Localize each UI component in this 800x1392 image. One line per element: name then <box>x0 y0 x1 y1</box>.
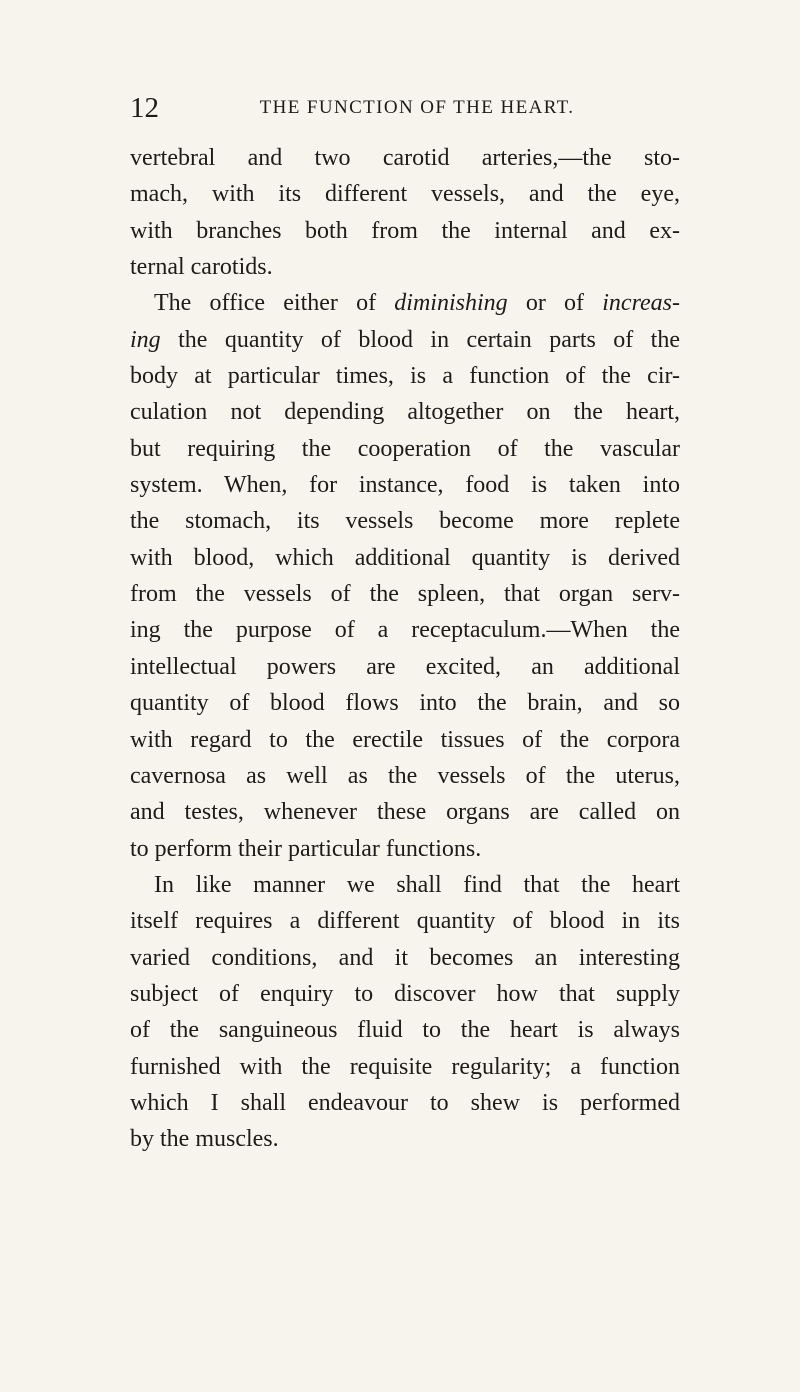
text-line: by the muscles. <box>130 1126 279 1153</box>
text-line: the stomach, its vessels become more replete <box>130 508 680 535</box>
text-line <box>130 285 680 321</box>
text-line: vertebral and two carotid arteries,—the sto- <box>130 145 680 171</box>
text-line: body at particular times, is a function of the cir- <box>130 363 680 390</box>
emphasis-diminishing: diminishing <box>394 290 508 317</box>
text-segment: or of <box>507 290 603 317</box>
text-line: with regard to the erectile tissues of the corpora <box>130 726 680 753</box>
text-segment: The office either of <box>154 290 395 317</box>
page-number: 12 <box>130 92 159 124</box>
text-line: but requiring the cooperation of the vascular <box>130 435 680 462</box>
text-line: culation not depending altogether on the heart, <box>130 399 680 426</box>
text-line: ternal carotids. <box>130 254 273 281</box>
text-line: of the sanguineous fluid to the heart is always <box>130 1017 680 1044</box>
text-line: furnished with the requisite regularity; a function <box>130 1053 680 1080</box>
text-line: which I shall endeavour to shew is performed <box>130 1089 680 1116</box>
page-header <box>130 88 680 128</box>
running-head: THE FUNCTION OF THE HEART. <box>259 97 575 118</box>
text-line: varied conditions, and it becomes an interesting <box>130 944 680 971</box>
emphasis-increasing: increas- <box>602 290 681 317</box>
text-line: intellectual powers are excited, an additional <box>130 653 680 680</box>
text-line: itself requires a different quantity of blood in its <box>130 908 680 935</box>
text-line: system. When, for instance, food is taken into <box>130 472 680 499</box>
text-line: with branches both from the internal and ex- <box>130 217 680 244</box>
text-line: cavernosa as well as the vessels of the uterus, <box>130 762 680 789</box>
emphasis-ing: ing <box>130 326 161 353</box>
text-line: mach, with its different vessels, and the eye, <box>130 181 680 208</box>
text-line <box>130 322 680 358</box>
body-text <box>130 140 680 1158</box>
text-line: to perform their particular functions. <box>130 835 482 862</box>
text-line: and testes, whenever these organs are called on <box>130 799 680 826</box>
text-line: with blood, which additional quantity is derived <box>130 544 680 571</box>
text-line: subject of enquiry to discover how that supply <box>130 980 680 1007</box>
text-line: In like manner we shall find that the heart <box>154 871 680 898</box>
text-line: ing the purpose of a receptaculum.—When the <box>130 617 680 644</box>
text-segment: the quantity of blood in certain parts of the <box>160 326 680 353</box>
text-line: quantity of blood flows into the brain, and so <box>130 690 680 717</box>
text-line: from the vessels of the spleen, that organ serv- <box>130 581 680 608</box>
